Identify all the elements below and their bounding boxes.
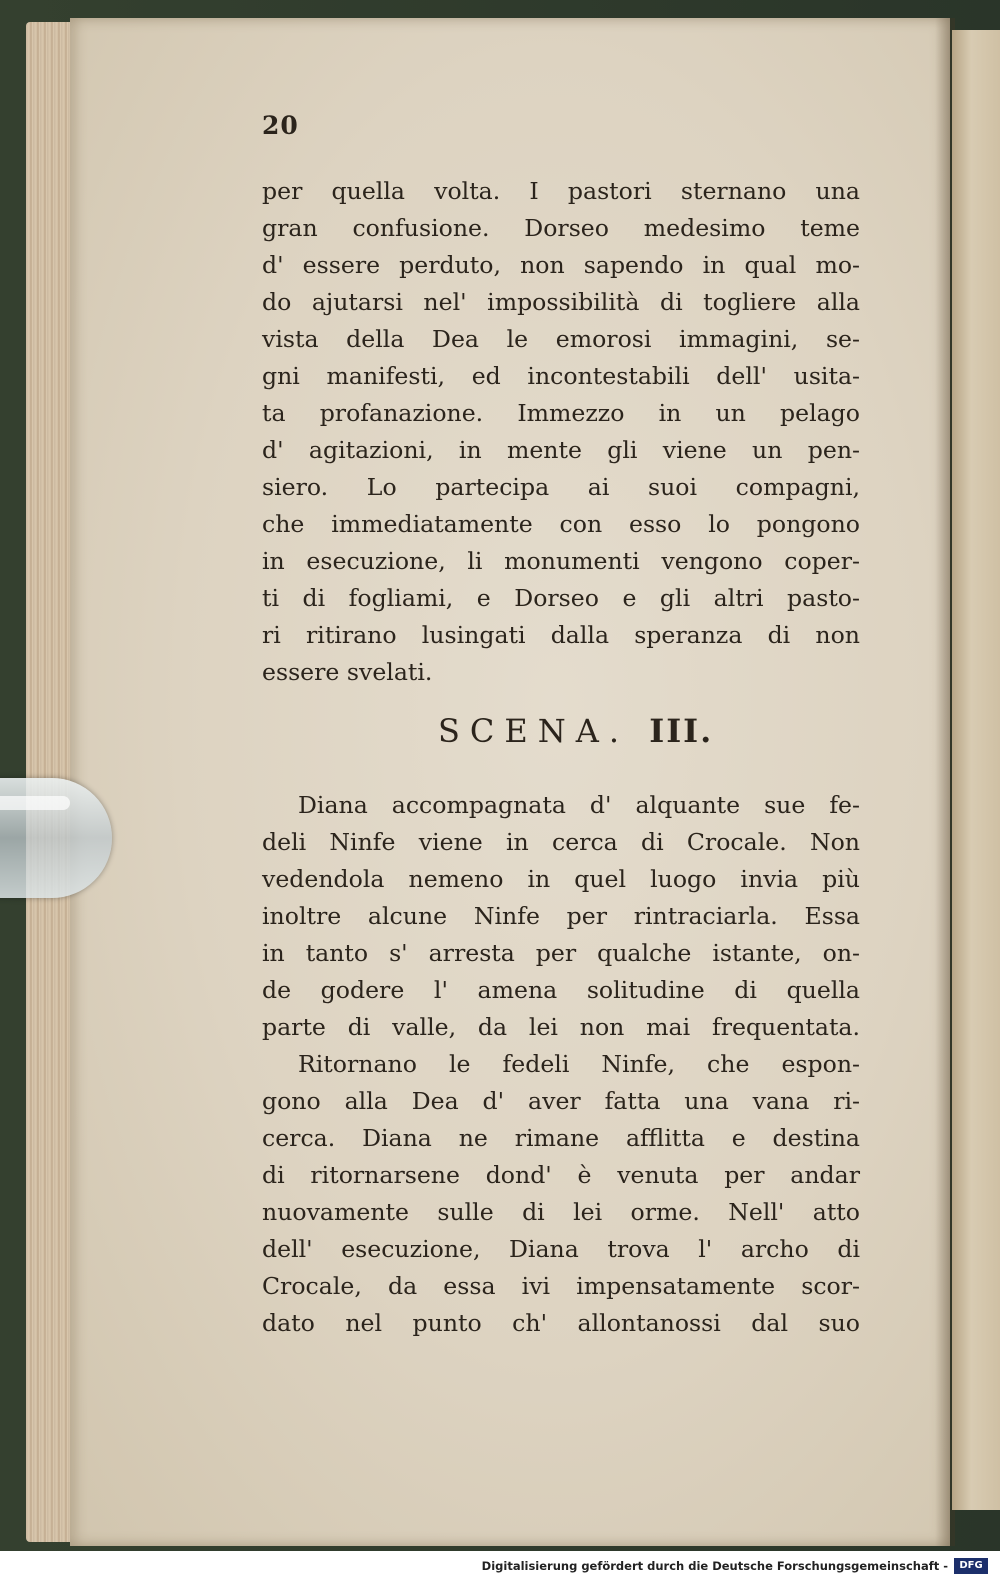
scene-heading-word: SCENA. — [438, 712, 630, 750]
text-line: inoltre alcune Ninfe per rintraciarla. Essa — [262, 902, 860, 930]
paragraph-1 — [262, 173, 860, 691]
funding-credit: Digitalisierung gefördert durch die Deutsche Forschungsgemeinschaft - — [481, 1559, 948, 1573]
text-line: ti di fogliami, e Dorseo e gli altri pasto- — [262, 584, 860, 612]
text-line: Diana accompagnata d' alquante sue fe- — [298, 791, 860, 819]
text-line: siero. Lo partecipa ai suoi compagni, — [262, 473, 860, 501]
page-number: 20 — [262, 111, 299, 140]
text-line: vedendola nemeno in quel luogo invia più — [262, 865, 860, 893]
text-line: deli Ninfe viene in cerca di Crocale. Non — [262, 828, 860, 856]
text-line: di ritornarsene dond' è venuta per andar — [262, 1161, 860, 1189]
facing-page-edge — [952, 30, 1000, 1510]
text-line: gni manifesti, ed incontestabili dell' usita- — [262, 362, 860, 390]
text-line: per quella volta. I pastori sternano una — [262, 177, 860, 205]
text-line: gono alla Dea d' aver fatta una vana ri- — [262, 1087, 860, 1115]
text-line: do ajutarsi nel' impossibilità di togliere alla — [262, 288, 860, 316]
scene-heading-numeral: III. — [649, 712, 714, 750]
text-line: in tanto s' arresta per qualche istante, on- — [262, 939, 860, 967]
paragraph-2 — [262, 787, 860, 1046]
text-line: Ritornano le fedeli Ninfe, che espon- — [298, 1050, 860, 1078]
text-line: in esecuzione, li monumenti vengono coper- — [262, 547, 860, 575]
text-line: essere svelati. — [262, 658, 433, 686]
text-line: ri ritirano lusingati dalla speranza di non — [262, 621, 860, 649]
text-line: che immediatamente con esso lo pongono — [262, 510, 860, 538]
paragraph-3 — [262, 1046, 860, 1342]
text-line: d' agitazioni, in mente gli viene un pen- — [262, 436, 860, 464]
text-line: de godere l' amena solitudine di quella — [262, 976, 860, 1004]
text-line: parte di valle, da lei non mai frequentata. — [262, 1013, 860, 1041]
dfg-logo: DFG — [954, 1558, 988, 1574]
text-line: dato nel punto ch' allontanossi dal suo — [262, 1309, 860, 1337]
text-line: vista della Dea le emorosi immagini, se- — [262, 325, 860, 353]
text-line: ta profanazione. Immezzo in un pelago — [262, 399, 860, 427]
text-line: Crocale, da essa ivi impensatamente scor- — [262, 1272, 860, 1300]
text-line: cerca. Diana ne rimane afflitta e destina — [262, 1124, 860, 1152]
text-line: gran confusione. Dorseo medesimo teme — [262, 214, 860, 242]
text-line: d' essere perduto, non sapendo in qual mo- — [262, 251, 860, 279]
scene-heading — [438, 712, 713, 750]
text-line: nuovamente sulle di lei orme. Nell' atto — [262, 1198, 860, 1226]
text-line: dell' esecuzione, Diana trova l' archo di — [262, 1235, 860, 1263]
